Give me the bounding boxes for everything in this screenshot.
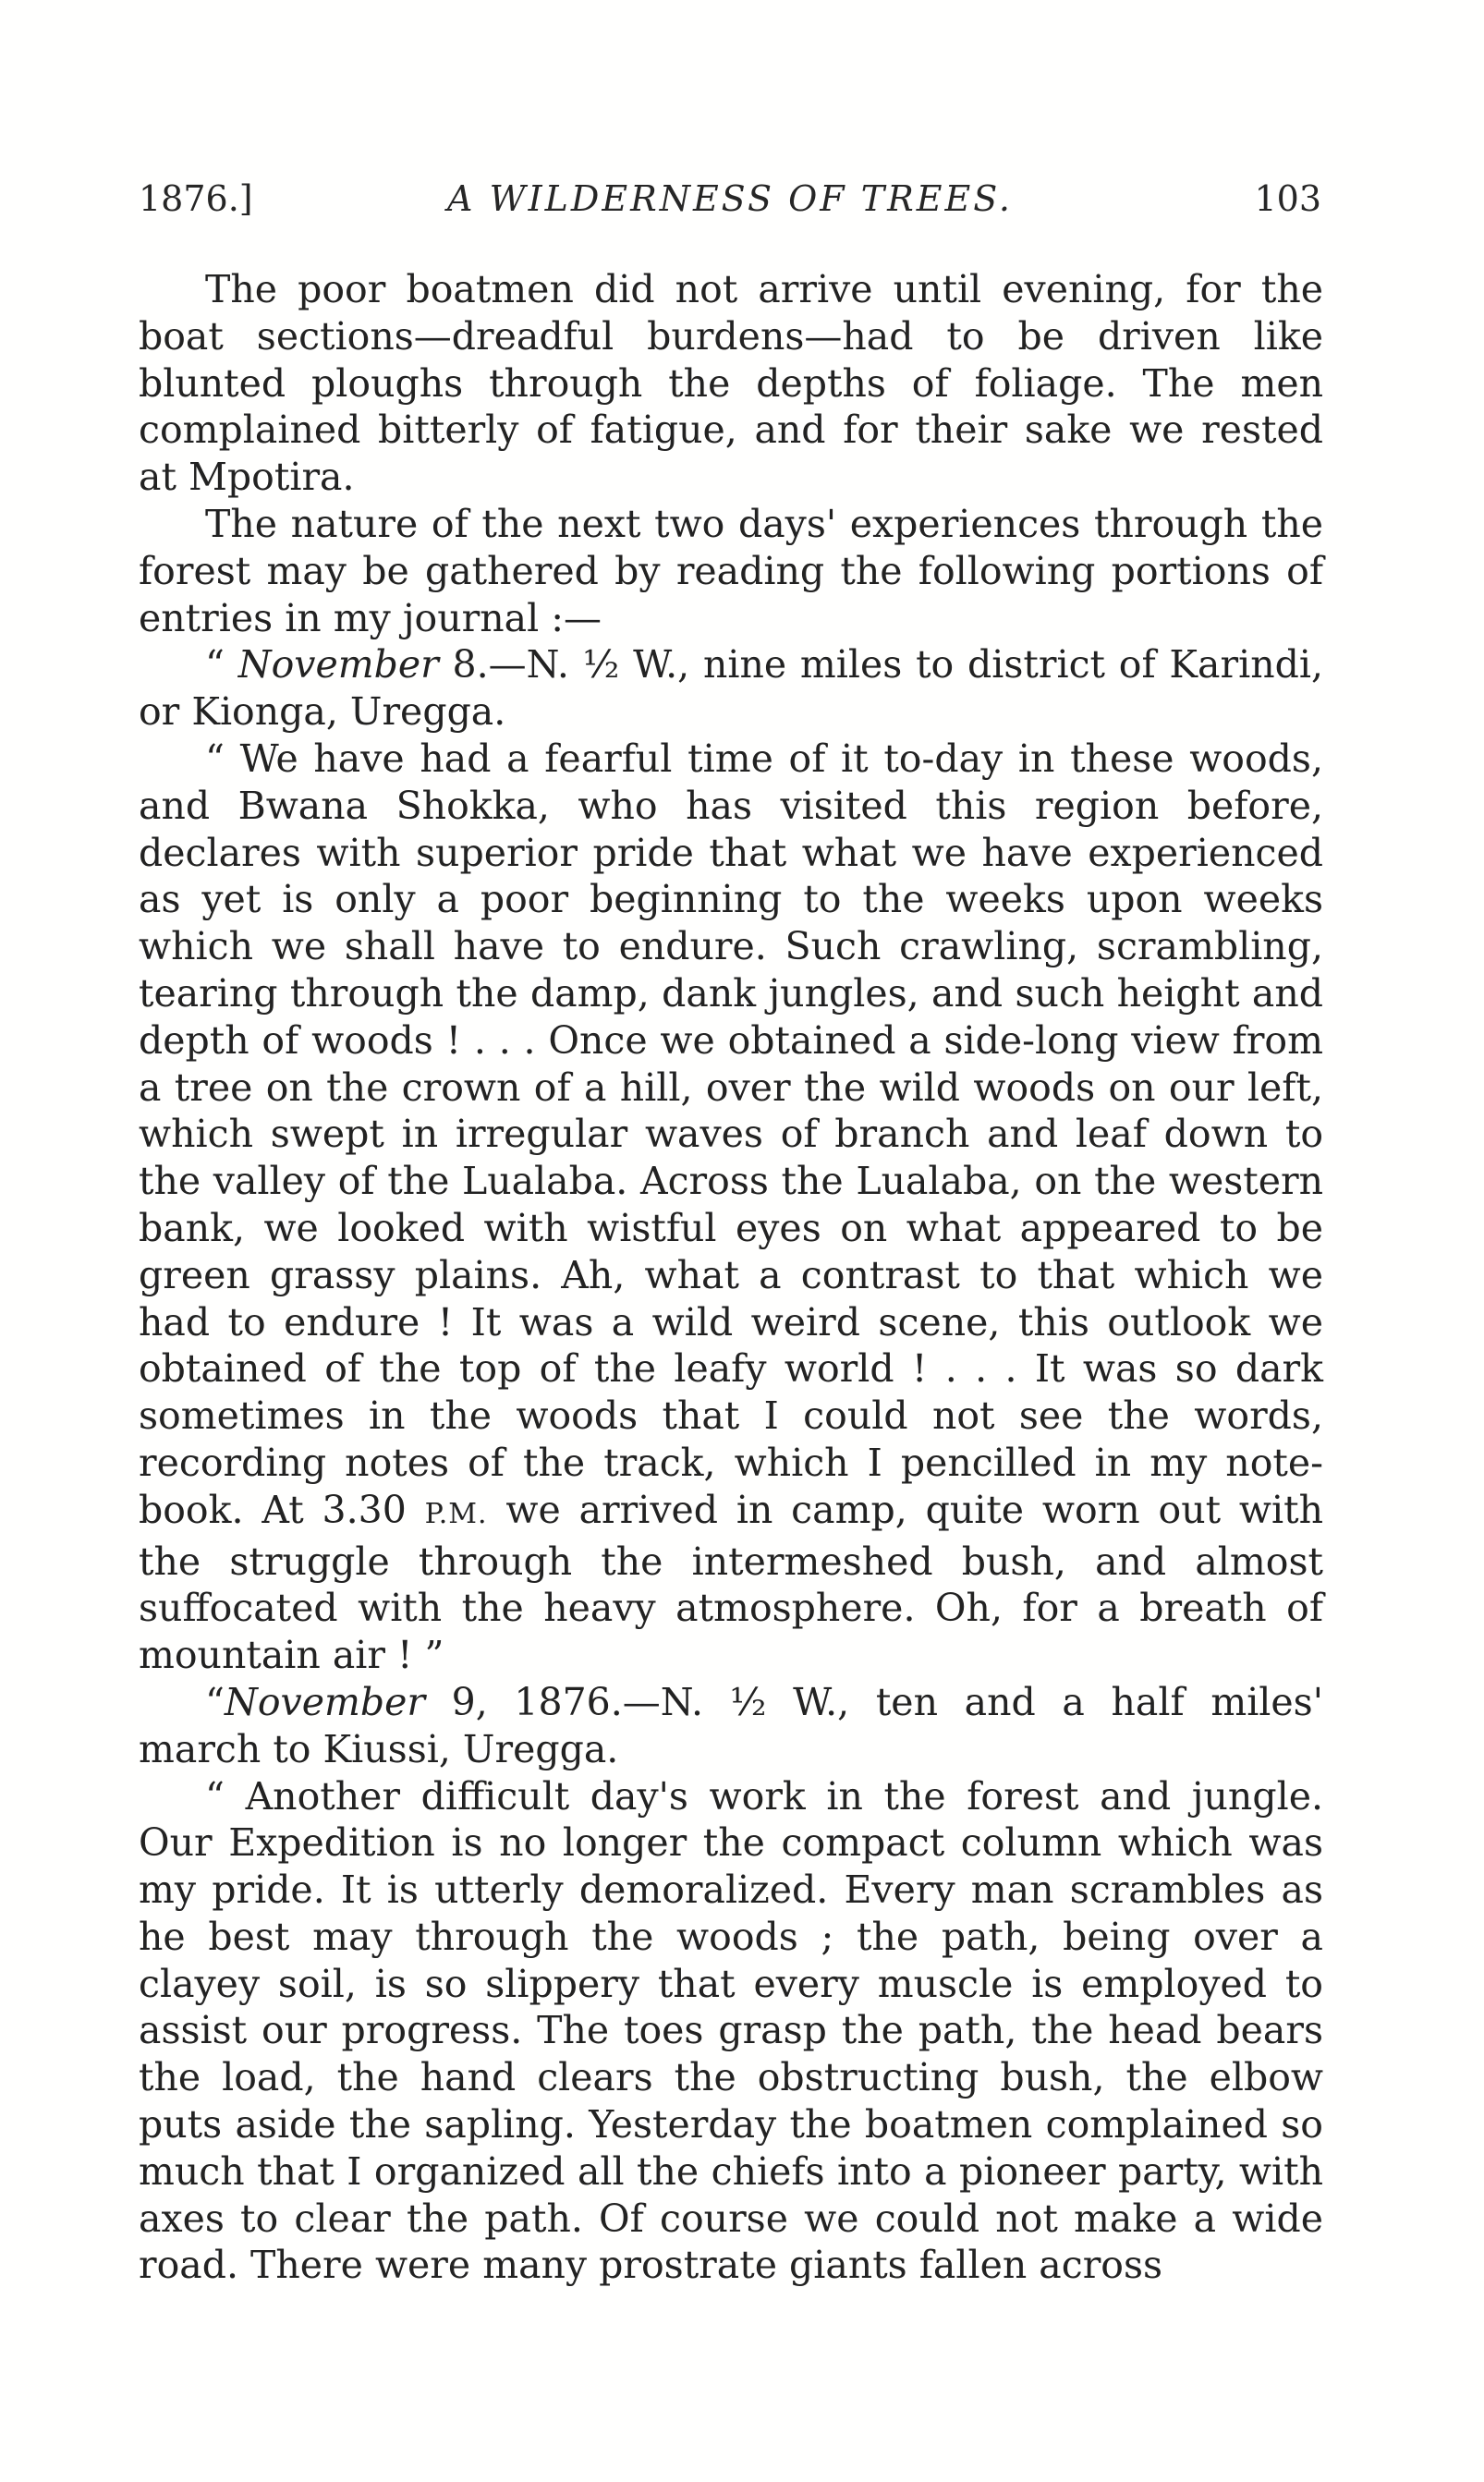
open-quote: “ (205, 642, 238, 687)
entry-date: November (237, 642, 439, 687)
paragraph-1 (139, 266, 1323, 501)
chapter-title: A WILDERNESS OF TREES. (447, 178, 1013, 219)
paragraph-1-text: The poor boatmen did not arrive until evening, for the boat sections—dreadful burdens—had to be driven like blunted ploughs through the depths of foliage. The men complained bitterly of fatigue, and for their sake we rested at Mpotira. (139, 267, 1323, 500)
paragraph-4-journal-body (139, 736, 1323, 1679)
paragraph-2-text: The nature of the next two days' experiences through the forest may be gathered by reading the following portions of entries in my journal :— (139, 501, 1323, 640)
paragraph-5-text: 9, 1876.—N. ½ W., ten and a half miles' march to Kiussi, Uregga. (139, 1679, 1323, 1771)
open-quote: “ (205, 1679, 225, 1724)
running-head (139, 176, 1321, 222)
paragraph-5-journal-entry (139, 1679, 1323, 1773)
paragraph-3-journal-entry (139, 641, 1323, 736)
time-pm: P.M. (424, 1497, 488, 1530)
body-text (139, 266, 1323, 2289)
paragraph-2 (139, 501, 1323, 641)
paragraph-6-text: “ Another difficult day's work in the forest and jungle. Our Expedition is no longer the compact column which was my pride. It is utterly demoralized. Every man scrambles as he best may through the woods ; the path, being over a clayey soil, is so slippery that every muscle is employed to assist our progress. The toes grasp the path, the head bears the load, the hand clears the obstructing bush, the elbow puts aside the sapling. Yesterday the boatmen complained so much that I organized all the chiefs into a pioneer party, with axes to clear the path. Of course we could not make a wide road. There were many prostrate giants fallen across (139, 1773, 1323, 2288)
page-number: 103 (1254, 178, 1321, 219)
entry-date: November (224, 1679, 425, 1724)
paragraph-4-text-after: we arrived in camp, quite worn out with the struggle through the intermeshed bush, and almost suffocated with the heavy atmosphere. Oh, for a breath of mountain air ! ” (139, 1487, 1323, 1678)
paragraph-6-journal-body (139, 1773, 1323, 2290)
header-year: 1876.] (139, 178, 253, 219)
paragraph-4-text: “ We have had a fearful time of it to-day in these woods, and Bwana Shokka, who has visited this region before, declares with superior pride that what we have experienced as yet is only a poor beginning to the weeks upon weeks which we shall have to endure. Such crawling, scrambling, tearing through the damp, dank jungles, and such height and depth of woods ! . . . Once we obtained a side-long view from a tree on the crown of a hill, over the wild woods on our left, which swept in irregular waves of branch and leaf down to the valley of the Lualaba. Across the Lualaba, on the western bank, we looked with wistful eyes on what appeared to be green grassy plains. Ah, what a contrast to that which we had to endure ! It was a wild weird scene, this outlook we obtained of the top of the leafy world ! . . . It was so dark sometimes in the woods that I could not see the words, recording notes of the track, which I pencilled in my note-book. At 3.30 (139, 736, 1323, 1532)
paragraph-3-text: 8.—N. ½ W., nine miles to district of Karindi, or Kionga, Uregga. (139, 642, 1323, 735)
